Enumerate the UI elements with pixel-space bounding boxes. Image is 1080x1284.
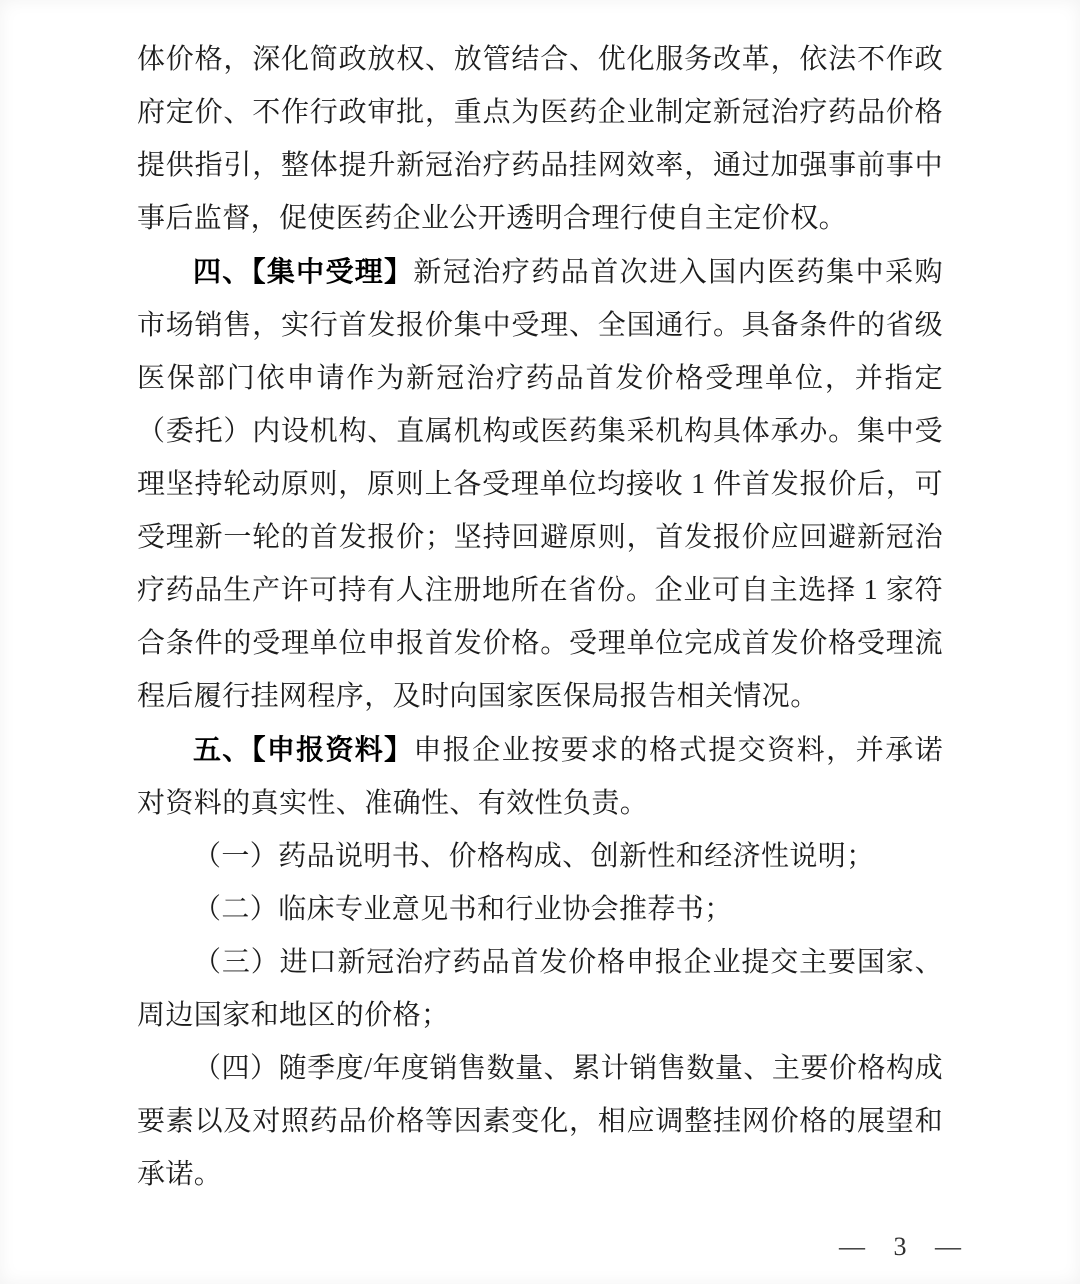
paragraph-continuation [137, 33, 943, 245]
paragraph-text: 体价格，深化简政放权、放管结合、优化服务改革，依法不作政府定价、不作行政审批，重点为医药企业制定新冠治疗药品价格提供指引，整体提升新冠治疗药品挂网效率，通过加强事前事中事后监督，促使医药企业公开透明合理行使自主定价权。 [137, 44, 943, 234]
paragraph-text: 申报企业按要求的格式提交资料，并承诺对资料的真实性、准确性、有效性负责。 [137, 735, 944, 819]
paragraph-text: （二）临床专业意见书和行业协会推荐书； [193, 894, 733, 925]
paragraph-text: （三）进口新冠治疗药品首发价格申报企业提交主要国家、周边国家和地区的价格； [137, 947, 943, 1031]
paragraph-section-5 [137, 723, 943, 830]
document-body [137, 33, 943, 1201]
list-item-4 [137, 1042, 943, 1201]
paragraph-text: （四）随季度/年度销售数量、累计销售数量、主要价格构成要素以及对照药品价格等因素变化，相应调整挂网价格的展望和承诺。 [137, 1053, 943, 1190]
paragraph-text: 新冠治疗药品首次进入国内医药集中采购市场销售，实行首发报价集中受理、全国通行。具备条件的省级医保部门依申请作为新冠治疗药品首发价格受理单位，并指定（委托）内设机构、直属机构或医药集采机构具体承办。集中受理坚持轮动原则，原则上各受理单位均接收 1 件首发报价后，可受理新一轮的首发报价；坚持回避原则，首发报价应回避新冠治疗药品生产许可持有人注册地所在省份。企业可自主选择 1 家符合条件的受理单位申报首发价格。受理单位完成首发价格受理流程后履行挂网程序，及时向国家医保局报告相关情况。 [137, 257, 944, 712]
paragraph-text: （一）药品说明书、价格构成、创新性和经济性说明； [193, 841, 875, 872]
list-item-2 [137, 883, 943, 936]
section-heading-centralized-acceptance: 四、【集中受理】 [193, 256, 414, 287]
list-item-1 [137, 830, 943, 883]
footer-page-number: — 3 — [839, 1232, 962, 1261]
paragraph-section-4 [137, 245, 943, 723]
list-item-3 [137, 936, 943, 1042]
section-heading-application-materials: 五、【申报资料】 [193, 734, 414, 765]
